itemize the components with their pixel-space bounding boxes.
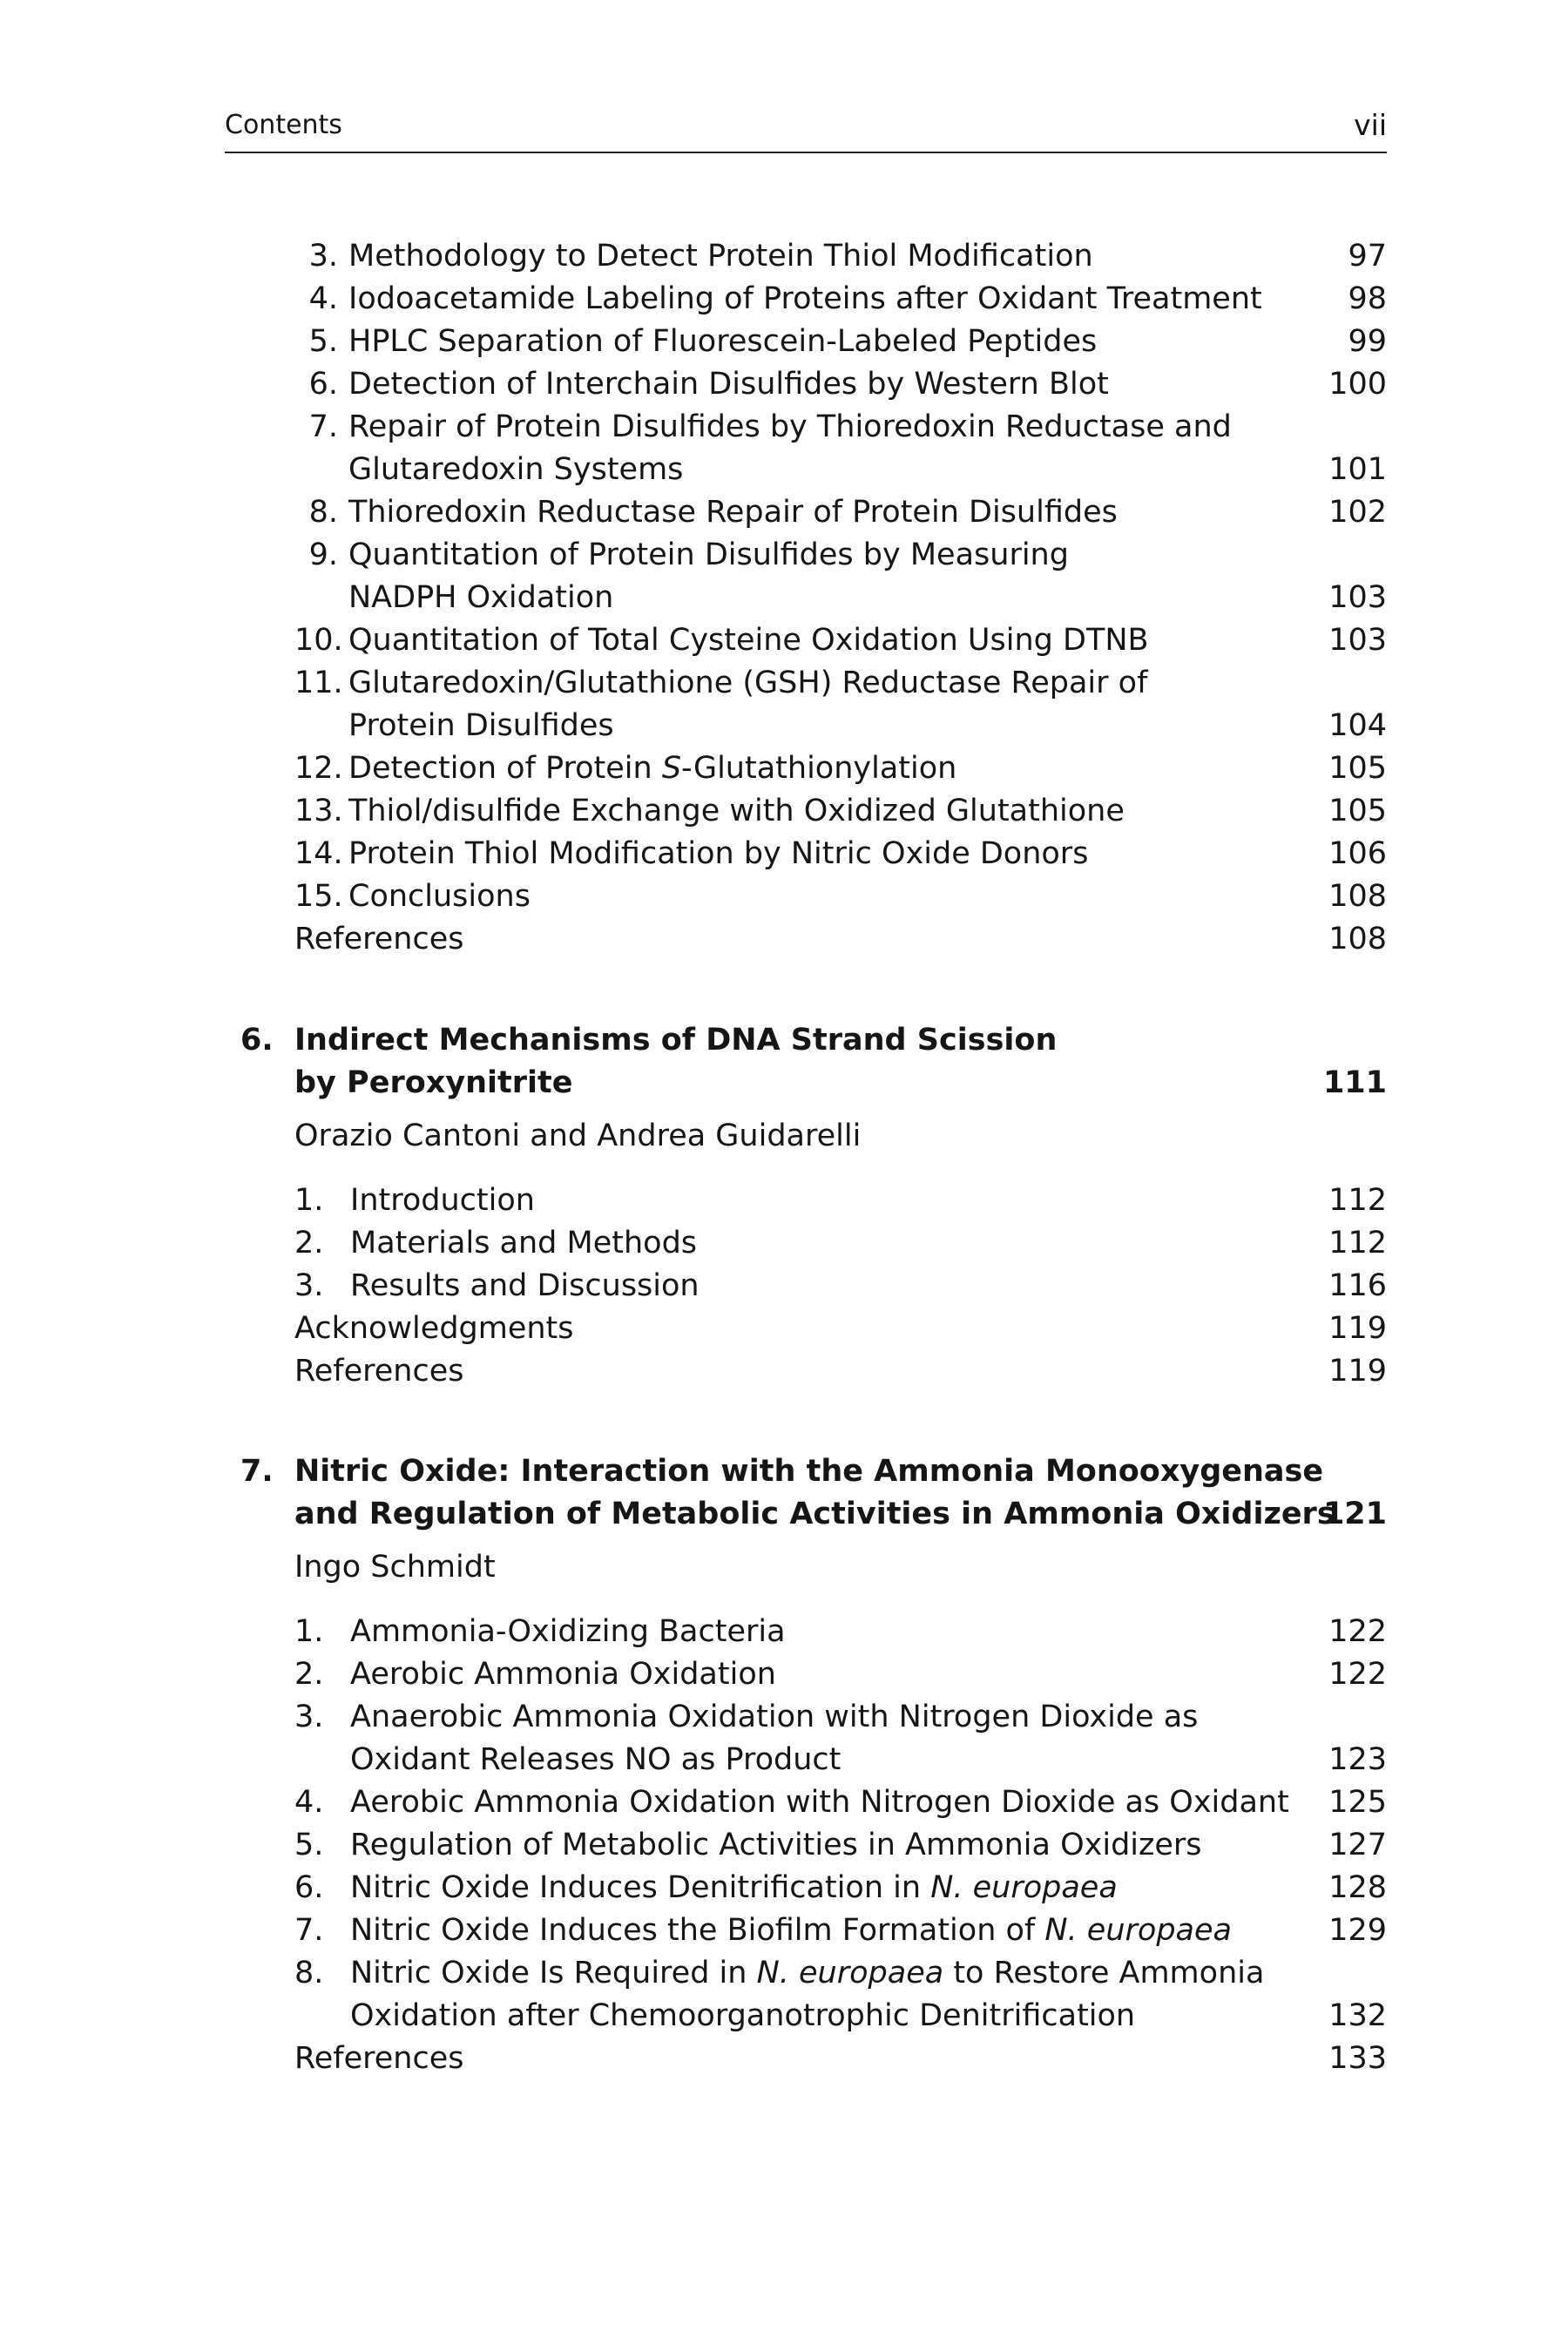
entry-page: 125 xyxy=(1328,1785,1387,1820)
entry-title: Aerobic Ammonia Oxidation with Nitrogen Dioxide as Oxidant xyxy=(350,1785,1289,1820)
entry-title: Quantitation of Protein Disulfides by Measuring xyxy=(348,537,1069,572)
entry-page: 112 xyxy=(1328,1226,1387,1260)
entry-title: References xyxy=(294,1354,464,1389)
chapter-title xyxy=(240,1062,1387,1104)
toc-entry xyxy=(294,321,1387,362)
chapter-title xyxy=(240,1450,1387,1492)
chapter-page: 121 xyxy=(1322,1497,1387,1531)
entry-page: 122 xyxy=(1328,1657,1387,1692)
toc-entry xyxy=(294,278,1387,320)
entry-page: 133 xyxy=(1328,2041,1387,2076)
entry-title: Materials and Methods xyxy=(350,1226,698,1260)
entry-title: Iodoacetamide Labeling of Proteins after Oxidant Treatment xyxy=(348,281,1262,316)
toc-entry xyxy=(294,406,1387,448)
chapter-authors: Orazio Cantoni and Andrea Guidarelli xyxy=(294,1119,862,1153)
entry-number: 2. xyxy=(294,1226,324,1260)
toc-entry xyxy=(294,747,1387,789)
toc-entry xyxy=(294,1308,1387,1349)
entry-title: Protein Thiol Modification by Nitric Oxide Donors xyxy=(348,836,1089,871)
entry-title: Detection of Protein S-Glutathionylation xyxy=(348,751,957,786)
entry-title: Repair of Protein Disulfides by Thioredoxin Reductase and xyxy=(348,409,1232,444)
entry-page: 102 xyxy=(1328,495,1387,530)
entry-page: 100 xyxy=(1328,367,1387,402)
chapter-number: 6. xyxy=(240,1023,274,1058)
chapter-title xyxy=(240,1019,1387,1061)
toc-entry xyxy=(294,918,1387,960)
entry-title: Conclusions xyxy=(348,879,531,914)
entry-number: 9. xyxy=(308,537,338,572)
toc-entry xyxy=(294,705,1387,747)
chapter-page: 111 xyxy=(1322,1065,1387,1100)
entry-title: References xyxy=(294,2041,464,2076)
toc-entry xyxy=(294,662,1387,704)
entry-number: 5. xyxy=(308,324,338,359)
entry-title: Nitric Oxide Induces the Biofilm Formation of N. europaea xyxy=(350,1913,1232,1948)
entry-number: 3. xyxy=(308,239,338,274)
toc-entry xyxy=(294,363,1387,405)
entry-page: 123 xyxy=(1328,1742,1387,1777)
toc-entry xyxy=(294,1222,1387,1264)
entry-page: 105 xyxy=(1328,751,1387,786)
entry-number: 3. xyxy=(294,1268,324,1303)
entry-page: 98 xyxy=(1348,281,1387,316)
running-title: Contents xyxy=(225,110,342,140)
entry-title: Acknowledgments xyxy=(294,1311,574,1346)
toc-entry xyxy=(294,790,1387,832)
chapter-title-text: Nitric Oxide: Interaction with the Ammonia Monooxygenase xyxy=(294,1454,1324,1489)
entry-title: NADPH Oxidation xyxy=(348,580,614,615)
chapter-title xyxy=(240,1493,1387,1535)
entry-number: 10. xyxy=(294,623,343,658)
entry-title: Thioredoxin Reductase Repair of Protein Disulfides xyxy=(348,495,1118,530)
entry-page: 104 xyxy=(1328,708,1387,743)
running-header xyxy=(225,108,1387,153)
toc-entry xyxy=(294,577,1387,618)
chapter-title-text: Indirect Mechanisms of DNA Strand Scission xyxy=(294,1023,1058,1058)
entry-title: Results and Discussion xyxy=(350,1268,700,1303)
entry-title: HPLC Separation of Fluorescein-Labeled Peptides xyxy=(348,324,1098,359)
entry-number: 11. xyxy=(294,666,343,700)
toc-entry xyxy=(294,1824,1387,1866)
entry-page: 97 xyxy=(1348,239,1387,274)
toc-entry xyxy=(294,1265,1387,1307)
entry-page: 106 xyxy=(1328,836,1387,871)
toc-entry xyxy=(294,534,1387,576)
entry-page: 108 xyxy=(1328,922,1387,956)
entry-title: Glutaredoxin/Glutathione (GSH) Reductase Repair of xyxy=(348,666,1148,700)
toc-entry xyxy=(294,1611,1387,1652)
toc-entry xyxy=(294,875,1387,917)
entry-page: 128 xyxy=(1328,1870,1387,1905)
toc-entry xyxy=(294,1739,1387,1781)
entry-number: 8. xyxy=(294,1956,324,1990)
entry-title: Quantitation of Total Cysteine Oxidation Using DTNB xyxy=(348,623,1149,658)
entry-page: 119 xyxy=(1328,1311,1387,1346)
entry-page: 132 xyxy=(1328,1998,1387,2033)
entry-page: 127 xyxy=(1328,1828,1387,1862)
toc-entry xyxy=(294,1653,1387,1695)
toc-entry xyxy=(294,449,1387,490)
toc-entry xyxy=(294,1909,1387,1951)
toc-entry xyxy=(294,619,1387,661)
entry-page: 101 xyxy=(1328,452,1387,487)
toc-entry xyxy=(294,1350,1387,1392)
chapter-title-text: by Peroxynitrite xyxy=(294,1065,573,1100)
entry-number: 15. xyxy=(294,879,343,914)
entry-title: Introduction xyxy=(350,1183,535,1218)
entry-number: 1. xyxy=(294,1183,324,1218)
chapter-title-text: and Regulation of Metabolic Activities in Ammonia Oxidizers xyxy=(294,1497,1335,1531)
entry-page: 99 xyxy=(1348,324,1387,359)
entry-page: 129 xyxy=(1328,1913,1387,1948)
entry-title: Regulation of Metabolic Activities in Ammonia Oxidizers xyxy=(350,1828,1202,1862)
entry-number: 4. xyxy=(294,1785,324,1820)
entry-number: 14. xyxy=(294,836,343,871)
entry-number: 2. xyxy=(294,1657,324,1692)
toc-entry xyxy=(294,491,1387,533)
entry-title: Detection of Interchain Disulfides by Western Blot xyxy=(348,367,1109,402)
entry-number: 6. xyxy=(294,1870,324,1905)
entry-title: References xyxy=(294,922,464,956)
entry-title: Nitric Oxide Is Required in N. europaea to Restore Ammonia xyxy=(350,1956,1265,1990)
entry-title: Anaerobic Ammonia Oxidation with Nitrogen Dioxide as xyxy=(350,1700,1199,1734)
entry-number: 8. xyxy=(308,495,338,530)
entry-title: Oxidant Releases NO as Product xyxy=(350,1742,841,1777)
entry-page: 105 xyxy=(1328,794,1387,828)
entry-number: 3. xyxy=(294,1700,324,1734)
entry-title: Oxidation after Chemoorganotrophic Denitrification xyxy=(350,1998,1136,2033)
entry-number: 5. xyxy=(294,1828,324,1862)
toc-entry xyxy=(294,1696,1387,1738)
chapter-authors: Ingo Schmidt xyxy=(294,1550,496,1585)
entry-title: Thiol/disulfide Exchange with Oxidized Glutathione xyxy=(348,794,1125,828)
entry-number: 7. xyxy=(308,409,338,444)
toc-entry xyxy=(294,1995,1387,2037)
entry-title: Aerobic Ammonia Oxidation xyxy=(350,1657,776,1692)
entry-title: Ammonia-Oxidizing Bacteria xyxy=(350,1614,786,1649)
entry-title: Protein Disulfides xyxy=(348,708,614,743)
toc-entry xyxy=(294,2038,1387,2079)
entry-page: 108 xyxy=(1328,879,1387,914)
entry-page: 103 xyxy=(1328,580,1387,615)
toc-entry xyxy=(294,1952,1387,1994)
page-number: vii xyxy=(1354,108,1387,142)
entry-number: 13. xyxy=(294,794,343,828)
entry-number: 1. xyxy=(294,1614,324,1649)
entry-page: 112 xyxy=(1328,1183,1387,1218)
entry-page: 116 xyxy=(1328,1268,1387,1303)
entry-title: Methodology to Detect Protein Thiol Modification xyxy=(348,239,1093,274)
entry-title: Nitric Oxide Induces Denitrification in N. europaea xyxy=(350,1870,1118,1905)
entry-number: 4. xyxy=(308,281,338,316)
entry-number: 6. xyxy=(308,367,338,402)
entry-title: Glutaredoxin Systems xyxy=(348,452,684,487)
toc-entry xyxy=(294,833,1387,875)
entry-page: 122 xyxy=(1328,1614,1387,1649)
toc-entry xyxy=(294,1179,1387,1221)
entry-page: 103 xyxy=(1328,623,1387,658)
toc-entry xyxy=(294,235,1387,277)
entry-number: 12. xyxy=(294,751,343,786)
chapter-number: 7. xyxy=(240,1454,274,1489)
toc-entry xyxy=(294,1781,1387,1823)
entry-number: 7. xyxy=(294,1913,324,1948)
entry-page: 119 xyxy=(1328,1354,1387,1389)
toc-entry xyxy=(294,1867,1387,1909)
